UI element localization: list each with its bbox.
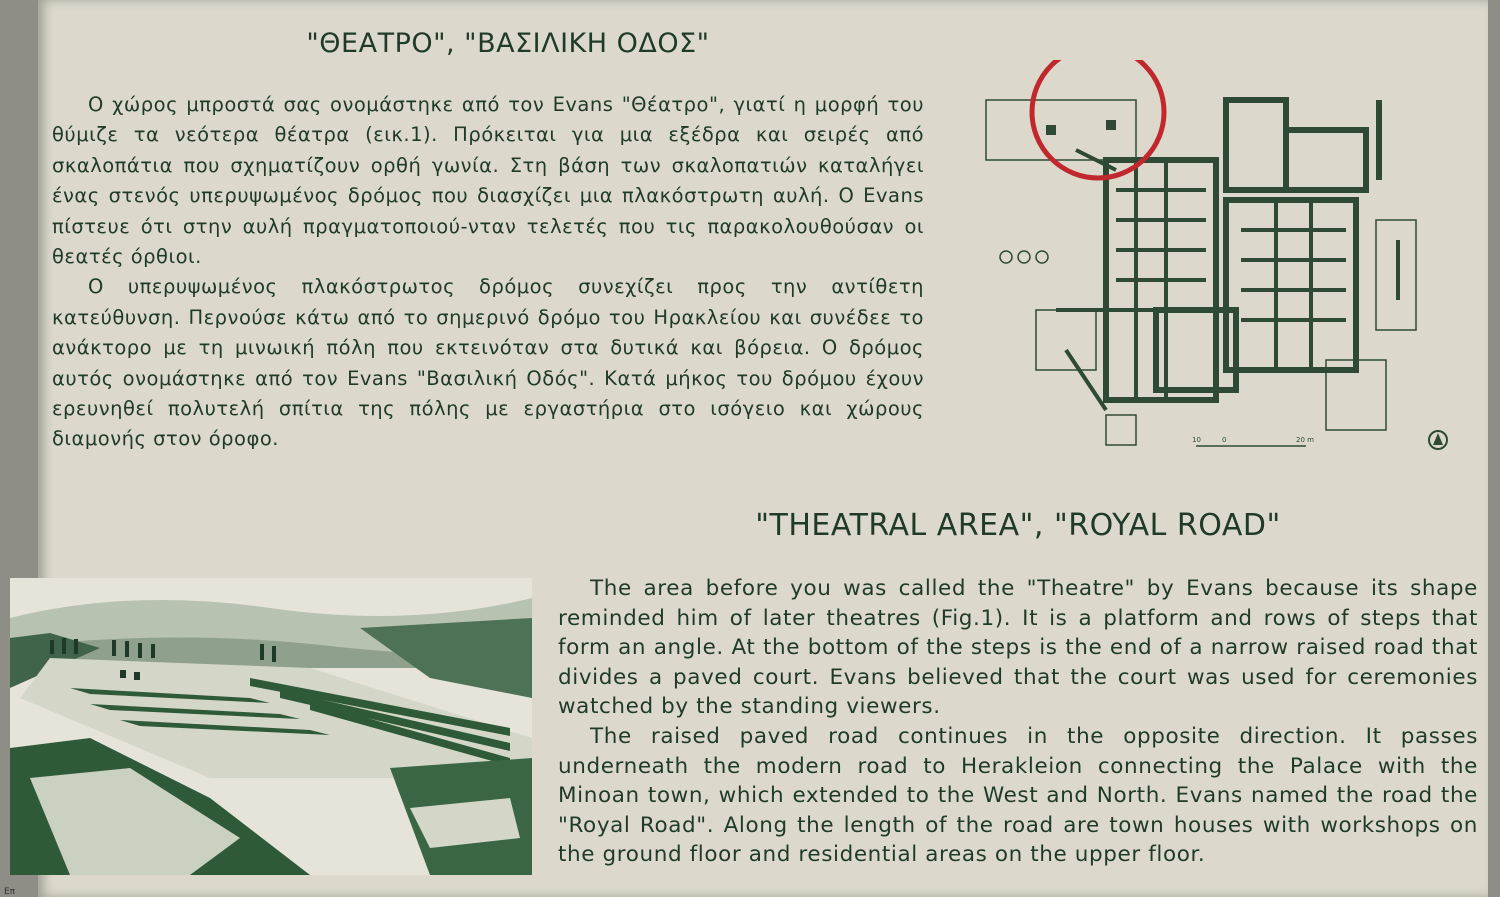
english-title: "THEATRAL AREA", "ROYAL ROAD" — [755, 508, 1281, 543]
plan-circle-3 — [1036, 251, 1048, 263]
site-plan-map — [956, 60, 1476, 460]
english-paragraph-2: The raised paved road continues in the opposite direction. It passes underneath the modern road to Herakleion connecting the Palace with the Minoan town, which extended to the West and North. Evans named the road the "Royal Road". Along the length of the road are town houses with workshops on the ground floor and residential areas on the upper floor. — [558, 723, 1478, 868]
plan-north-block — [1226, 100, 1286, 190]
english-body — [558, 574, 1478, 870]
greek-paragraph-2: Ο υπερυψωμένος πλακόστρωτος δρόμος συνεχίζει προς την αντίθετη κατεύθυνση. Περνούσε κάτω από το σημερινό δρόμο του Ηρακλείου και συνέδεε το ανάκτορο με τη μινωική πόλη που εκτεινόταν στα δυτικά και βόρεια. Ο δρόμος αυτός ονομάστηκε από τον Evans "Βασιλική Οδός". Κατά μήκος του δρόμου έχουν ερευνηθεί πολυτελή σπίτια της πόλης με εργαστήρια στο ισόγειο και χώρους διαμονής στον όροφο. — [52, 275, 924, 451]
sign-panel — [4, 0, 1488, 897]
greek-paragraph-1: Ο χώρος μπροστά σας ονομάστηκε από τον Evans "Θέατρο", γιατί η μορφή του θύμιζε τα νεότερα θέατρα (εικ.1). Πρόκειται για μια εξέδρα και σειρές από σκαλοπάτια που σχηματίζουν ορθή γωνία. Στη βάση των σκαλοπατιών καταλήγει ένας στενός υπερυψωμένος δρόμος που διασχίζει μια πλακόστρωτη αυλή. Ο Evans πίστευε ότι στην αυλή πραγματοποιού-νταν τελετές που τις παρακολουθούσαν οι θεατές όρθιοι. — [52, 93, 924, 269]
corner-mark: Επ — [4, 887, 16, 897]
plan-circle-2 — [1018, 251, 1030, 263]
greek-body — [52, 90, 924, 455]
site-plan-drawing — [956, 60, 1476, 460]
scale-label-0: 0 — [1222, 436, 1227, 444]
greek-title: "ΘΕΑΤΡΟ", "ΒΑΣΙΛΙΚΗ ΟΔΟΣ" — [306, 28, 710, 59]
english-paragraph-1: The area before you was called the "Theatre" by Evans because its shape reminded him of later theatres (Fig.1). It is a platform and rows of steps that form an angle. At the bottom of the steps is the end of a narrow raised road that divides a paved court. Evans believed that the court was used for ceremonies watched by the standing viewers. — [558, 576, 1478, 720]
theatre-photo-drawing — [10, 578, 532, 875]
scale-label-20m: 20 m — [1296, 436, 1314, 444]
scale-label-10: 10 — [1192, 436, 1201, 444]
historic-photo — [10, 578, 532, 875]
plan-northeast-block — [1286, 130, 1366, 190]
plan-east-wing — [1226, 200, 1356, 370]
plan-circle-1 — [1000, 251, 1012, 263]
